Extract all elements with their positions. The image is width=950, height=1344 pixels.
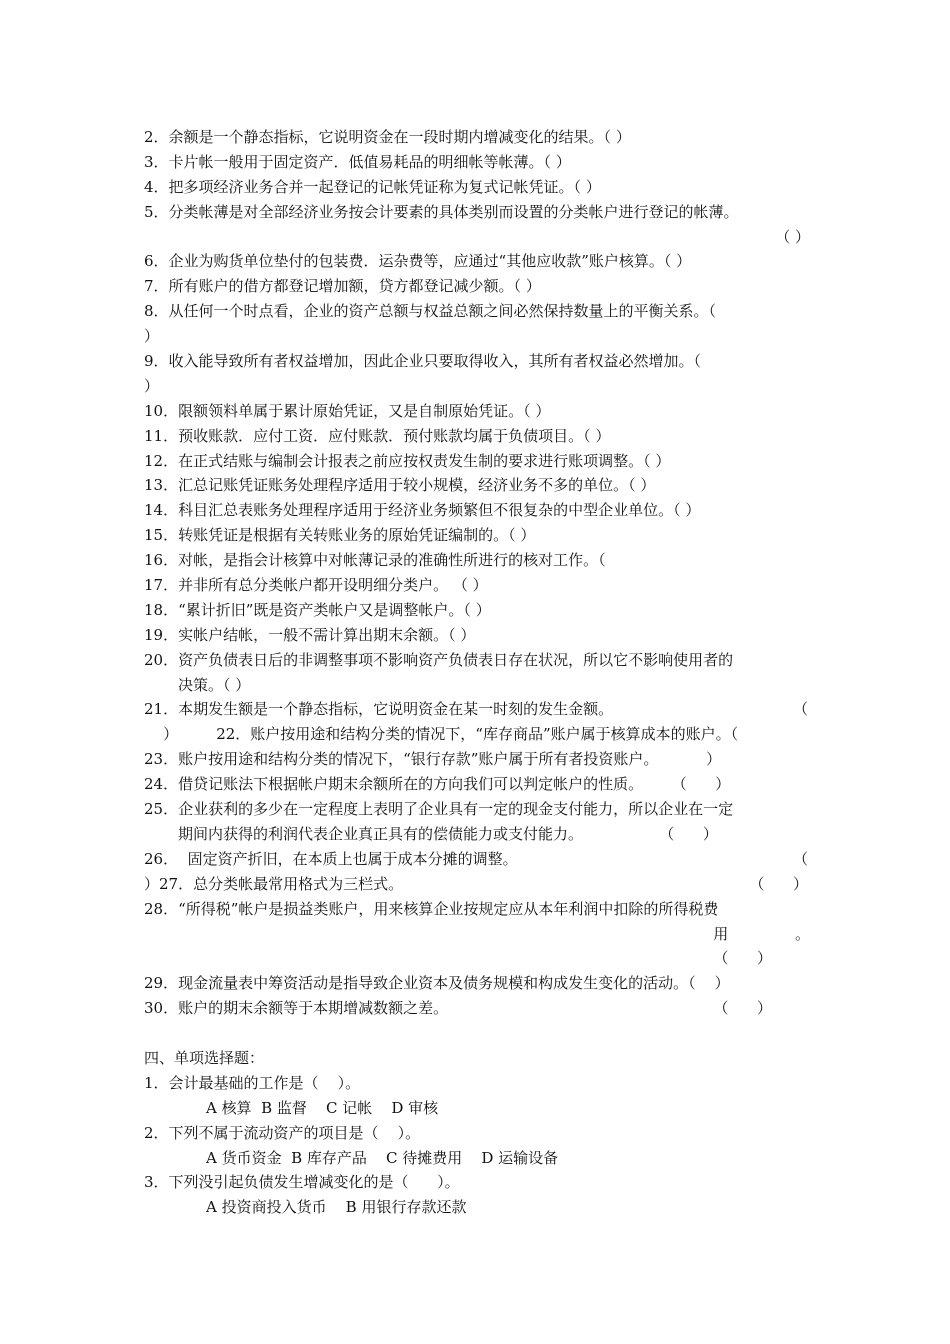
judgement-item-2: 2．余额是一个静态指标，它说明资金在一段时期内增减变化的结果。（ ） [144,128,631,146]
judgement-item-30-text: 30．账户的期末余额等于本期增减数额之差。 [144,999,449,1018]
judgement-item-26 [144,847,812,872]
judgement-item-27 [144,872,812,897]
judgement-item-21-text: 21．本期发生额是一个静态指标，它说明资金在某一时刻的发生金额。 [144,700,614,719]
judgement-item-13: 13．汇总记账凭证账务处理程序适用于较小规模，经济业务不多的单位。（ ） [144,476,656,495]
judgement-item-24: 24．借贷记账法下根据帐户期末余额所在的方向我们可以判定帐户的性质。 （ ） [144,775,731,794]
judgement-item-21-bracket: （ [792,700,808,719]
choice-question-2-options: A 货币资金 B 库存产品 C 待摊费用 D 运输设备 [206,1148,559,1167]
judgement-item-25-continued: 期间内获得的利润代表企业真正具有的偿债能力或支付能力。 （ ） [178,824,718,843]
judgement-item-20-continued: 决策。（ ） [178,675,251,694]
judgement-item-15: 15．转账凭证是根据有关转账业务的原始凭证编制的。（ ） [144,526,536,545]
choice-question-2: 2．下列不属于流动资产的项目是（ ）。 [144,1123,421,1142]
judgement-item-7: 7．所有账户的借方都登记增加额，贷方都登记减少额。（ ） [144,277,541,296]
judgement-item-27-text: ）27．总分类帐最常用格式为三栏式。 [144,874,404,893]
judgement-item-9-continued: ） [144,376,160,395]
choice-question-1-options: A 核算 B 监督 C 记帐 D 审核 [206,1098,439,1117]
judgement-item-8: 8．从任何一个时点看，企业的资产总额与权益总额之间必然保持数量上的平衡关系。（ [144,302,717,321]
judgement-item-26-text: 26． 固定资产折旧，在本质上也属于成本分摊的调整。 [144,849,518,868]
judgement-item-28-continued: 用 。 [713,924,810,943]
judgement-item-23: 23．账户按用途和结构分类的情况下，“银行存款”账户属于所有者投资账户。 ） [144,750,722,769]
document-content [144,125,812,1220]
judgement-item-14: 14．科目汇总表账务处理程序适用于经济业务频繁但不很复杂的中型企业单位。（ ） [144,501,701,520]
judgement-item-18: 18．“累计折旧”既是资产类帐户又是调整帐户。（ ） [144,600,491,619]
judgement-item-30 [144,996,812,1021]
judgement-item-30-bracket: （ ） [713,999,772,1018]
judgement-item-28-answer-bracket: （ ） [713,949,772,968]
judgement-item-20: 20．资产负债表日后的非调整事项不影响资产负债表日存在状况，所以它不影响使用者的 [144,650,734,669]
judgement-item-6: 6．企业为购货单位垫付的包装费．运杂费等，应通过“其他应收款”账户核算。（ ） [144,252,692,271]
judgement-item-9: 9．收入能导致所有者权益增加，因此企业只要取得收入，其所有者权益必然增加。（ [144,352,702,371]
judgement-item-27-bracket: （ ） [749,874,808,893]
judgement-item-3: 3．卡片帐一般用于固定资产．低值易耗品的明细帐等帐薄。（ ） [144,152,571,171]
judgement-item-10: 10．限额领料单属于累计原始凭证，又是自制原始凭证。（ ） [144,401,551,420]
judgement-item-16: 16．对帐，是指会计核算中对帐薄记录的准确性所进行的核对工作。（ [144,551,606,570]
judgement-item-17: 17．并非所有总分类帐户都开设明细分类户。 （ ） [144,576,488,595]
blank-spacer [144,1021,812,1046]
judgement-item-26-bracket: （ [792,849,808,868]
choice-question-3-options: A 投资商投入货币 B 用银行存款还款 [206,1198,467,1217]
judgement-item-11: 11．预收账款．应付工资．应付账款．预付账款均属于负债项目。（ ） [144,426,611,445]
choice-question-3: 3．下列没引起负债发生增减变化的是（ ）。 [144,1173,460,1192]
judgement-item-28: 28．“所得税”帐户是损益类账户，用来核算企业按规定应从本年利润中扣除的所得税费 [144,899,719,918]
judgement-item-21 [144,697,812,722]
choice-question-1: 1．会计最基础的工作是（ ）。 [144,1073,361,1092]
section-heading: 四、单项选择题： [144,1048,265,1067]
judgement-item-12: 12．在正式结账与编制会计报表之前应按权责发生制的要求进行账项调整。（ ） [144,451,671,470]
judgement-item-4: 4．把多项经济业务合并一起登记的记帐凭证称为复式记帐凭证。（ ） [144,177,601,196]
judgement-item-8-continued: ） [144,327,160,346]
judgement-item-29: 29．现金流量表中筹资活动是指导致企业资本及债务规模和构成发生变化的活动。（ ） [144,974,730,993]
judgement-item-22: ） 22．账户按用途和结构分类的情况下，“库存商品”账户属于核算成本的账户。（ [144,725,739,744]
judgement-item-25: 25．企业获利的多少在一定程度上表明了企业具有一定的现金支付能力，所以企业在一定 [144,800,734,819]
judgement-item-19: 19．实帐户结帐，一般不需计算出期末余额。（ ） [144,625,476,644]
judgement-item-5-answer-bracket: （ ） [775,227,810,246]
judgement-item-5: 5．分类帐薄是对全部经济业务按会计要素的具体类别而设置的分类帐户进行登记的帐薄。 [144,202,739,221]
